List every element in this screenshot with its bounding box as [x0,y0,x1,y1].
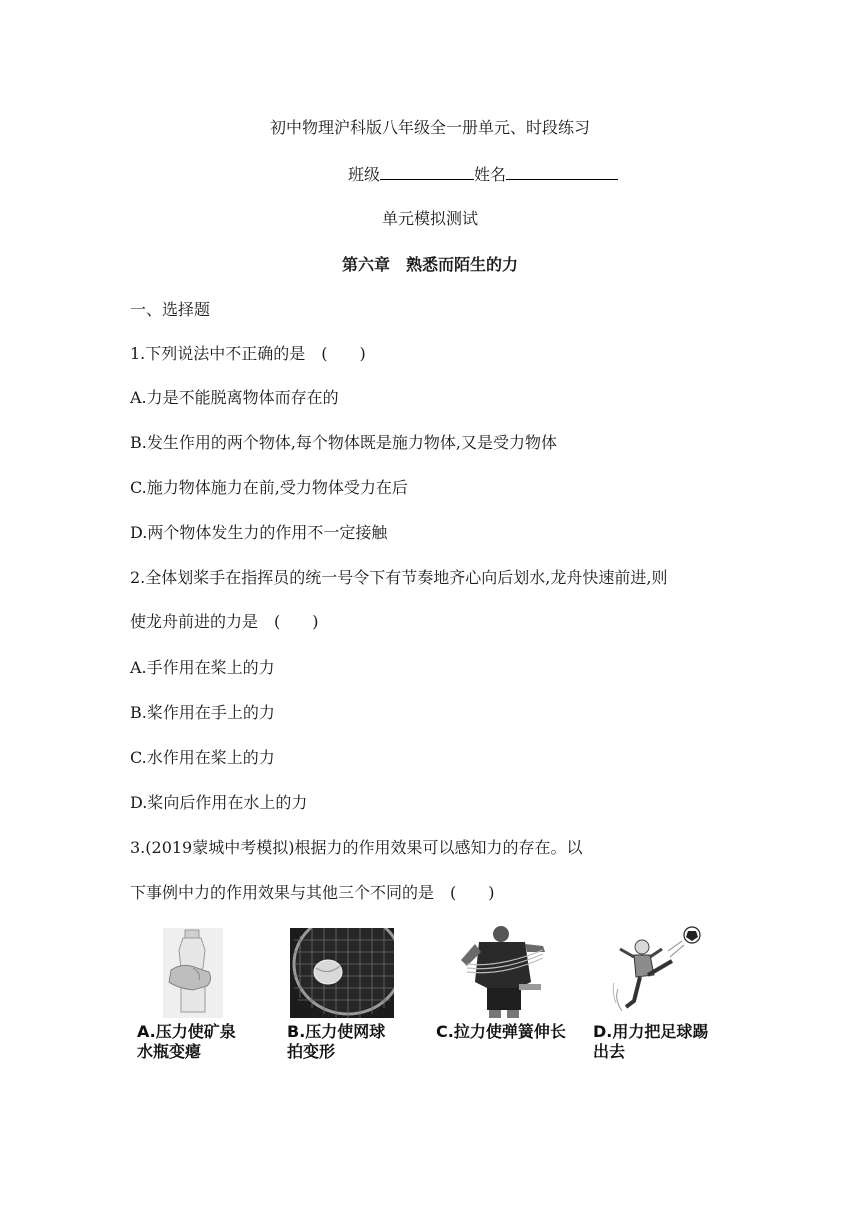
figure-a-caption-line2: 水瓶变瘪 [137,1042,202,1061]
q1-option-a: A.力是不能脱离物体而存在的 [130,388,339,407]
q2-option-b: B.桨作用在手上的力 [130,703,275,722]
squeezed-bottle-image [163,928,223,1018]
q2-option-c: C.水作用在桨上的力 [130,748,275,767]
q2-option-a: A.手作用在桨上的力 [130,658,275,677]
figure-d-caption-line2: 出去 [593,1042,626,1061]
tennis-racket-image [290,928,394,1018]
name-blank[interactable] [506,162,618,180]
student-info-line [348,162,618,186]
q2-stem-line2: 使龙舟前进的力是 ( ) [130,612,319,631]
figure-b-caption-line2: 拍变形 [287,1042,336,1061]
q1-option-b: B.发生作用的两个物体,每个物体既是施力物体,又是受力物体 [130,433,558,452]
test-subtitle: 单元模拟测试 [381,209,478,228]
figure-b-caption-line1: B.压力使网球 [287,1022,386,1041]
class-blank[interactable] [380,162,474,180]
figure-d-caption-line1: D.用力把足球踢 [593,1022,709,1041]
q2-option-d: D.桨向后作用在水上的力 [130,793,308,812]
football-kick-image [612,923,704,1019]
q3-stem-line2: 下事例中力的作用效果与其他三个不同的是 ( ) [130,883,495,902]
q1-option-c: C.施力物体施力在前,受力物体受力在后 [130,478,408,497]
spring-expander-image [459,926,551,1018]
figure-a-caption-line1: A.压力使矿泉 [137,1022,236,1041]
section-title: 一、选择题 [130,300,211,319]
figure-c-caption-line1: C.拉力使弹簧伸长 [436,1022,566,1041]
worksheet-title: 初中物理沪科版八年级全一册单元、时段练习 [269,118,590,137]
q1-option-d: D.两个物体发生力的作用不一定接触 [130,523,388,542]
q1-stem: 1.下列说法中不正确的是 ( ) [130,344,366,363]
q2-stem-line1: 2.全体划桨手在指挥员的统一号令下有节奏地齐心向后划水,龙舟快速前进,则 [130,568,668,587]
name-label: 姓名 [474,165,507,184]
q3-stem-line1: 3.(2019蒙城中考模拟)根据力的作用效果可以感知力的存在。以 [130,838,583,857]
class-label: 班级 [348,165,381,184]
chapter-title: 第六章 熟悉而陌生的力 [341,255,518,274]
